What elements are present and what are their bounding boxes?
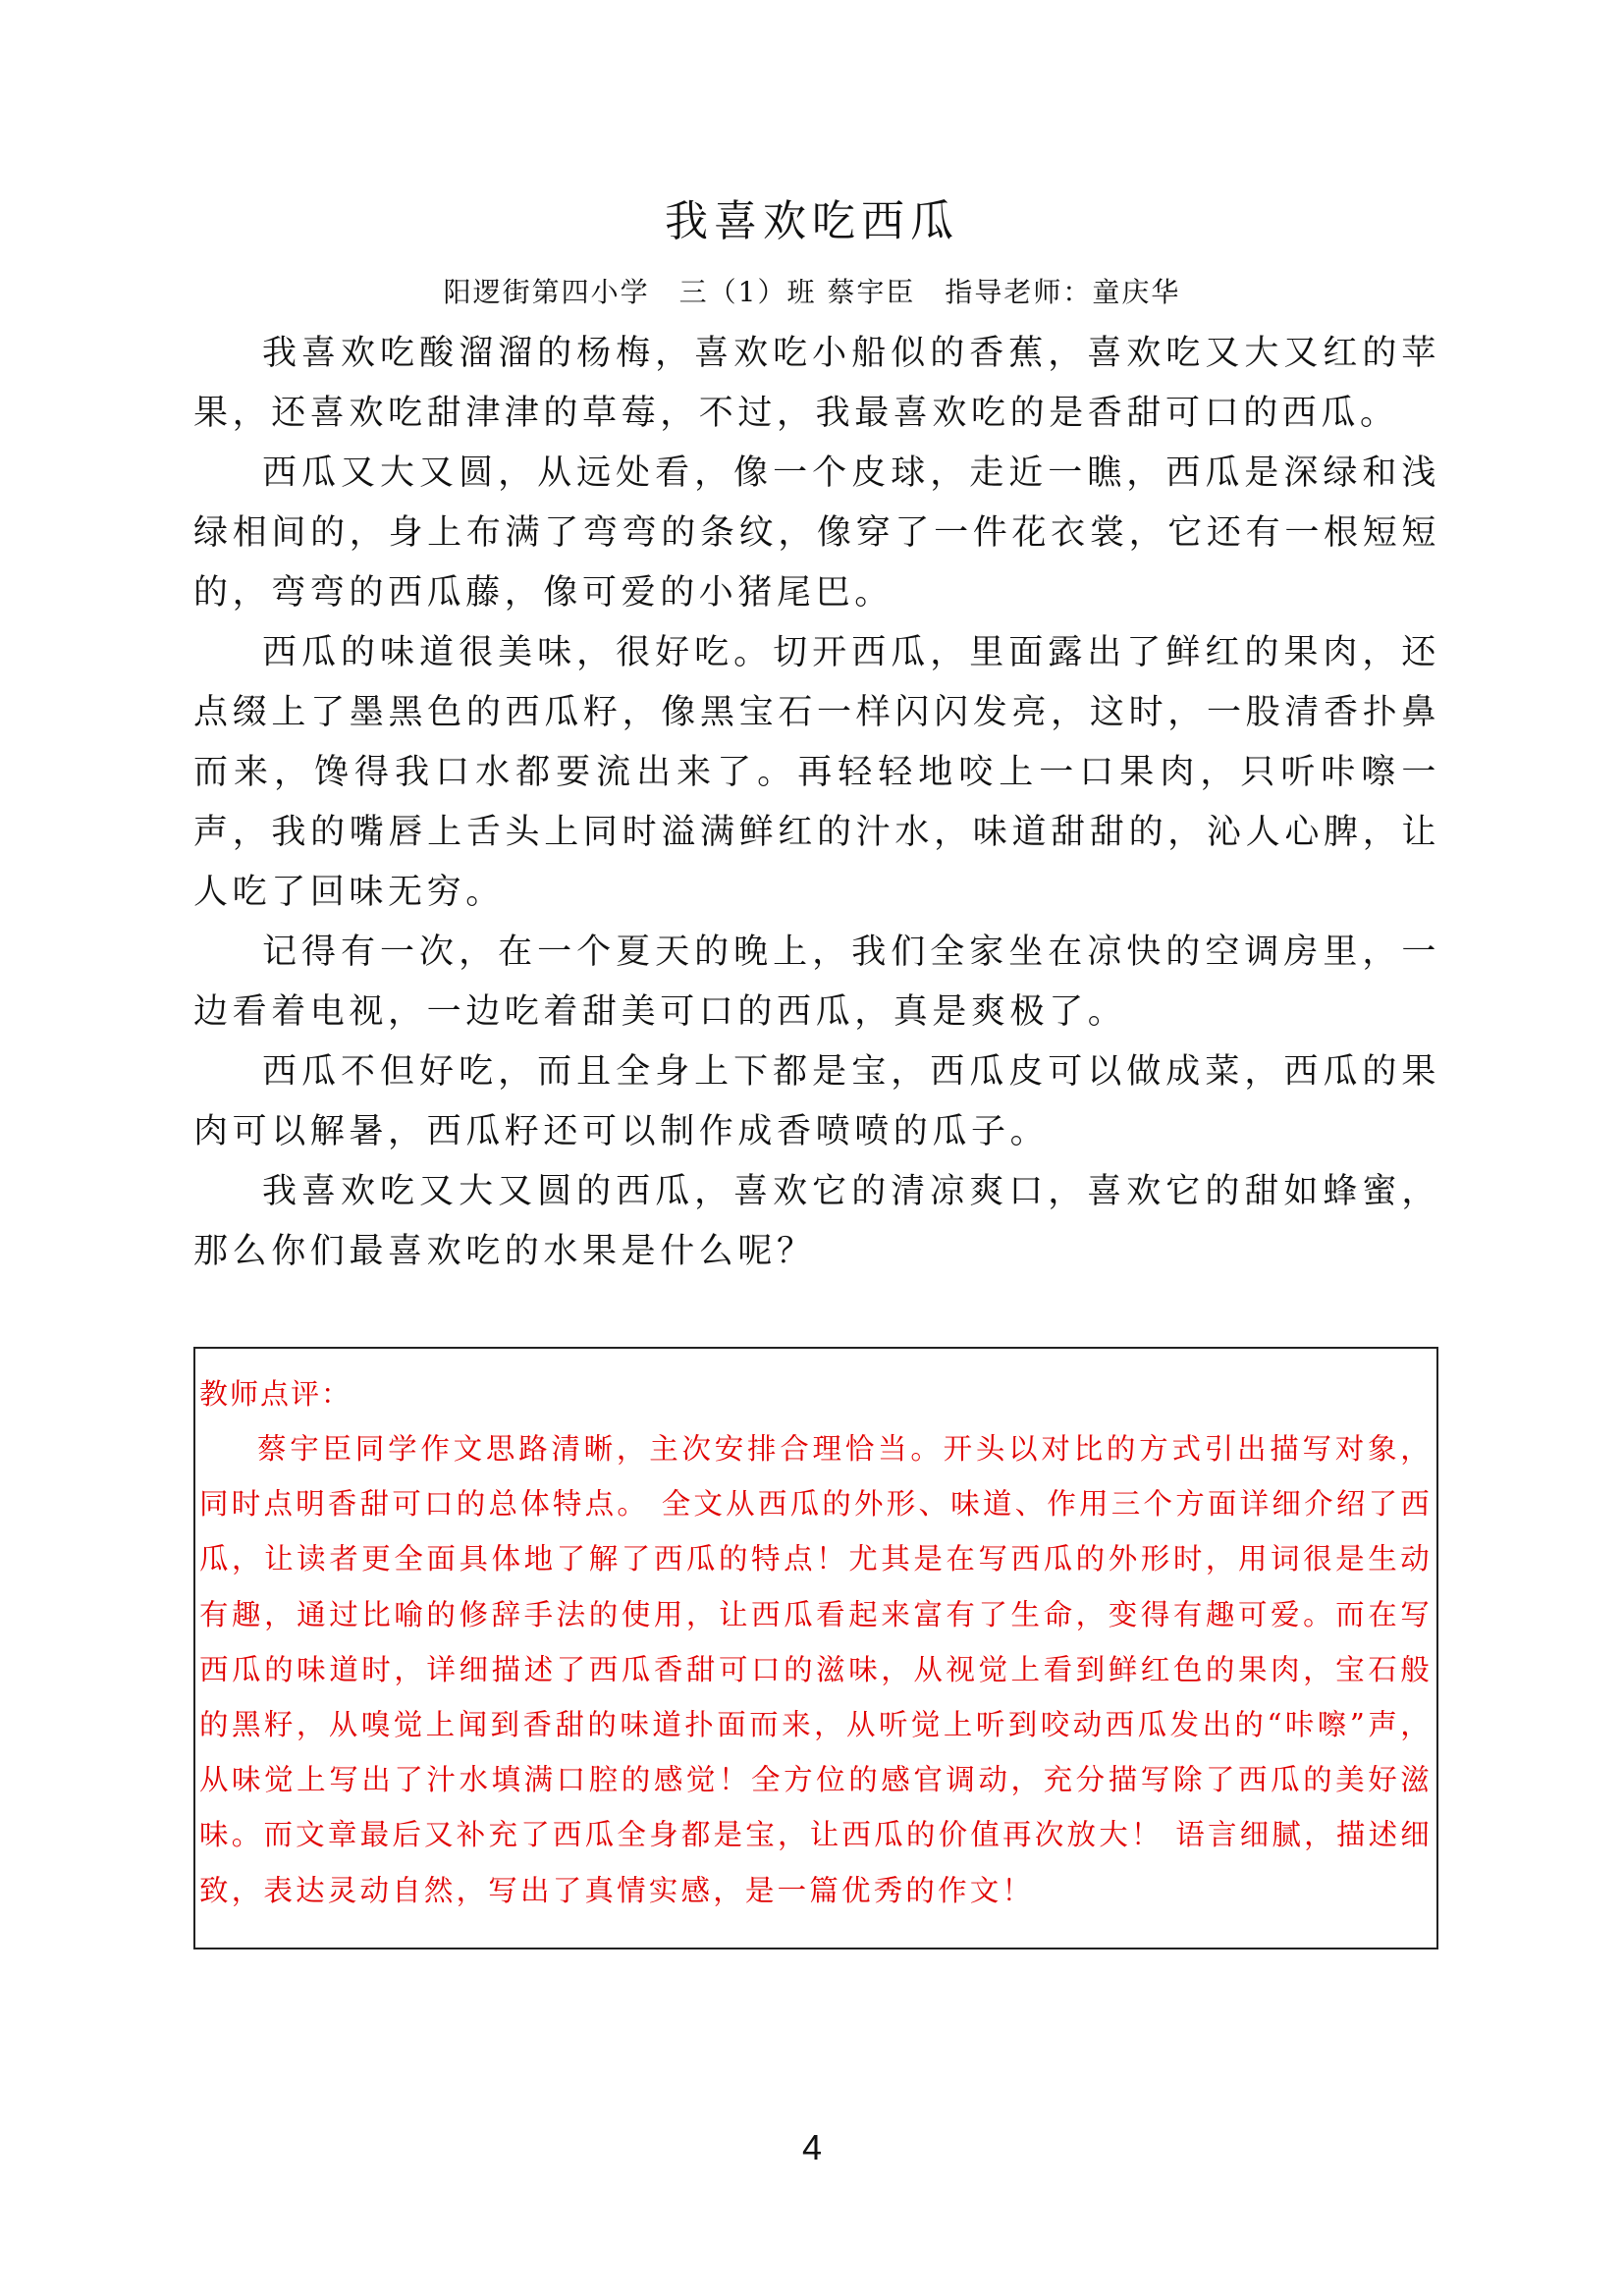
essay-paragraph: 记得有一次，在一个夏天的晚上，我们全家坐在凉快的空调房里，一边看着电视，一边吃着甜美可口的西瓜，真是爽极了。: [193, 933, 1440, 1032]
essay-body: [193, 324, 1440, 1282]
essay-paragraph: 我喜欢吃又大又圆的西瓜，喜欢它的清凉爽口，喜欢它的甜如蜂蜜，那么你们最喜欢吃的水果是什么呢？: [193, 1172, 1440, 1271]
essay-title: 我喜欢吃西瓜: [665, 196, 959, 246]
essay-paragraph: 西瓜又大又圆，从远处看，像一个皮球，走近一瞧，西瓜是深绿和浅绿相间的，身上布满了弯弯的条纹，像穿了一件花衣裳，它还有一根短短的，弯弯的西瓜藤，像可爱的小猪尾巴。: [193, 454, 1440, 613]
page-number: 4: [801, 2127, 823, 2167]
author-byline: 阳逻街第四小学 三（1）班 蔡宇臣 指导老师：童庆华: [443, 276, 1181, 308]
essay-paragraph: 西瓜的味道很美味，很好吃。切开西瓜，里面露出了鲜红的果肉，还点缀上了墨黑色的西瓜籽，像黑宝石一样闪闪发亮，这时，一股清香扑鼻而来，馋得我口水都要流出来了。再轻轻地咬上一口果肉，只听咔嚓一声，我的嘴唇上舌头上同时溢满鲜红的汁水，味道甜甜的，沁人心脾，让人吃了回味无穷。: [193, 633, 1440, 912]
teacher-comment-box: [193, 1347, 1438, 1949]
essay-paragraph: 西瓜不但好吃，而且全身上下都是宝，西瓜皮可以做成菜，西瓜的果肉可以解暑，西瓜籽还可以制作成香喷喷的瓜子。: [193, 1052, 1440, 1151]
essay-paragraph: 我喜欢吃酸溜溜的杨梅，喜欢吃小船似的香蕉，喜欢吃又大又红的苹果，还喜欢吃甜津津的草莓，不过，我最喜欢吃的是香甜可口的西瓜。: [193, 334, 1440, 433]
teacher-comment-heading: 教师点评：: [199, 1377, 352, 1411]
teacher-comment-text: 蔡宇臣同学作文思路清晰，主次安排合理恰当。开头以对比的方式引出描写对象，同时点明香甜可口的总体特点。 全文从西瓜的外形、味道、作用三个方面详细介绍了西瓜，让读者更全面具体地了解了西瓜的特点！尤其是在写西瓜的外形时，用词很是生动有趣，通过比喻的修辞手法的使用，让西瓜看起来富有了生命，变得有趣可爱。而在写西瓜的味道时，详细描述了西瓜香甜可口的滋味，从视觉上看到鲜红色的果肉，宝石般的黑籽，从嗅觉上闻到香甜的味道扑面而来，从听觉上听到咬动西瓜发出的“咔嚓”声，从味觉上写出了汁水填满口腔的感觉！全方位的感官调动，充分描写除了西瓜的美好滋味。而文章最后又补充了西瓜全身都是宝，让西瓜的价值再次放大！ 语言细腻，描述细致，表达灵动自然，写出了真情实感，是一篇优秀的作文！: [199, 1432, 1433, 1907]
